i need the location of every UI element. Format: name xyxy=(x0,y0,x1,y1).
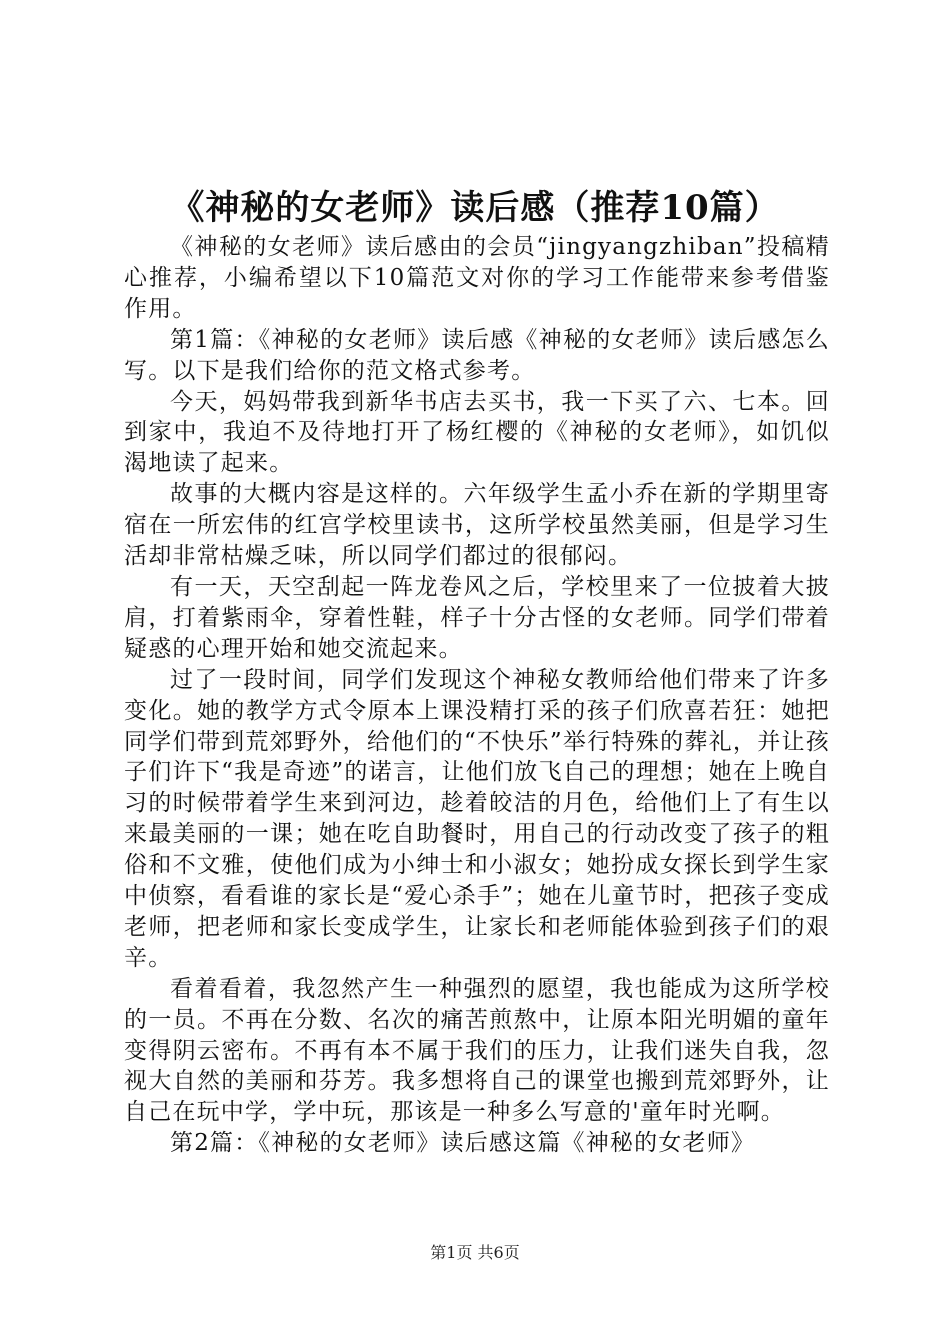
paragraph-one-day: 有一天，天空刮起一阵龙卷风之后，学校里来了一位披着大披肩，打着紫雨伞，穿着性鞋，样子十分古怪的女老师。同学们带着疑惑的心理开始和她交流起来。 xyxy=(124,573,830,662)
paragraph-article-1-heading: 第1篇：《神秘的女老师》读后感《神秘的女老师》读后感怎么写。以下是我们给你的范文格式参考。 xyxy=(124,326,830,384)
paragraph-today: 今天，妈妈带我到新华书店去买书，我一下买了六、七本。回到家中，我迫不及待地打开了杨红樱的《神秘的女老师》，如饥似渴地读了起来。 xyxy=(124,388,830,477)
page-number-footer: 第1页 共6页 xyxy=(430,1243,520,1262)
document-body xyxy=(124,232,830,1159)
paragraph-intro: 《神秘的女老师》读后感由的会员“jingyangzhiban”投稿精心推荐，小编希望以下10篇范文对你的学习工作能带来参考借鉴作用。 xyxy=(124,234,830,322)
document-title: 《神秘的女老师》读后感（推荐10篇） xyxy=(170,188,780,228)
paragraph-story-summary: 故事的大概内容是这样的。六年级学生孟小乔在新的学期里寄宿在一所宏伟的红宫学校里读书，这所学校虽然美丽，但是学习生活却非常枯燥乏味，所以同学们都过的很郁闷。 xyxy=(124,481,830,570)
paragraph-wish: 看着看着，我忽然产生一种强烈的愿望，我也能成为这所学校的一员。不再在分数、名次的痛苦煎熬中，让原本阳光明媚的童年变得阴云密布。不再有本不属于我们的压力，让我们迷失自我，忽视大自然的美丽和芬芳。我多想将自己的课堂也搬到荒郊野外，让自己在玩中学，学中玩，那该是一种多么写意的'童年时光啊。 xyxy=(124,975,830,1126)
paragraph-article-2-heading: 第2篇：《神秘的女老师》读后感这篇《神秘的女老师》 xyxy=(170,1130,756,1157)
paragraph-changes: 过了一段时间，同学们发现这个神秘女教师给他们带来了许多变化。她的教学方式令原本上课没精打采的孩子们欣喜若狂：她把同学们带到荒郊野外，给他们的“不快乐”举行特殊的葬礼，并让孩子们许下“我是奇迹”的诺言，让他们放飞自己的理想；她在上晚自习的时候带着学生来到河边，趁着皎洁的月色，给他们上了有生以来最美丽的一课；她在吃自助餐时，用自己的行动改变了孩子的粗俗和不文雅，使他们成为小绅士和小淑女；她扮成女探长到学生家中侦察，看看谁的家长是“爱心杀手”；她在儿童节时，把孩子变成老师，把老师和家长变成学生，让家长和老师能体验到孩子们的艰辛。 xyxy=(124,666,830,971)
